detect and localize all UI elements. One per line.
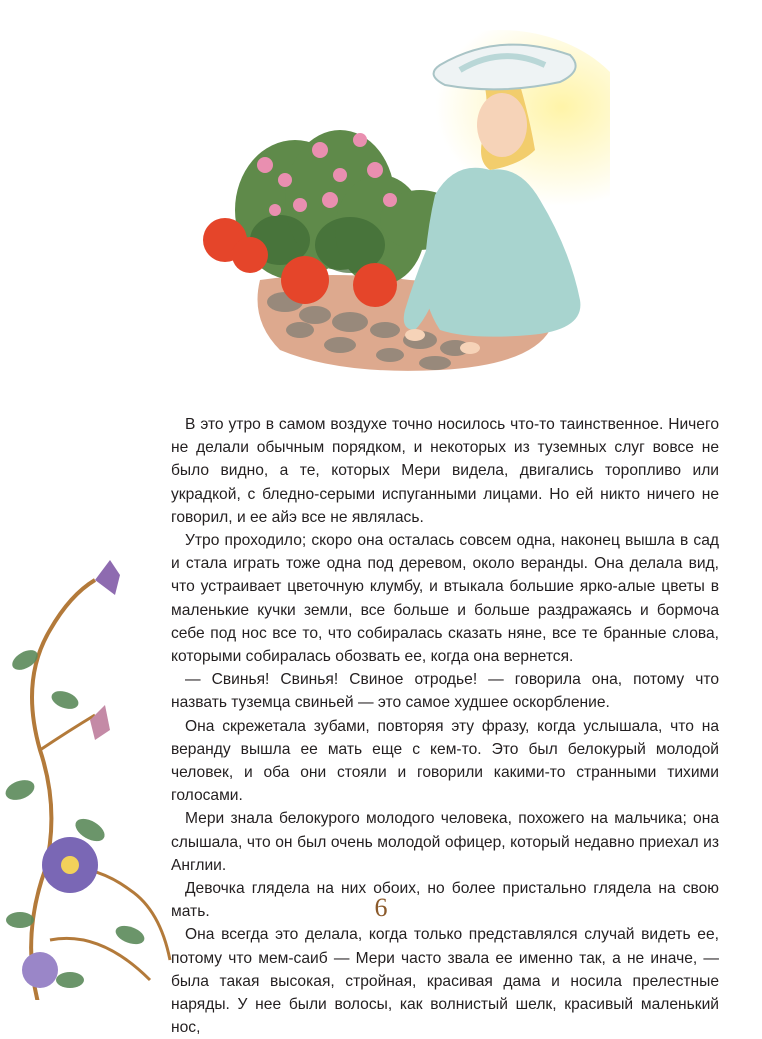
paragraph: Девочка глядела на них обоих, но более пристально глядела на свою мать. bbox=[171, 880, 719, 921]
paragraph: — Свинья! Свинья! Свиное отродье! — говорила она, потому что назвать туземца свиньей — это самое худшее оскорбление. bbox=[171, 671, 719, 712]
paragraph: Она скрежетала зубами, повторяя эту фразу, когда услышала, что на веранду вышла ее мать еще с кем-то. Это был белокурый молодой человек, и оба они стояли и говорили какими-то странными тихими голосами. bbox=[171, 717, 719, 805]
body-text bbox=[171, 413, 719, 1039]
page-number: 6 bbox=[374, 893, 388, 922]
paragraph: Утро проходило; скоро она осталась совсем одна, наконец вышла в сад и стала играть тоже одна под деревом, около веранды. Она делала вид, что устраивает цветочную клумбу, и втыкала большие ярко-алые цветы в маленькие кучки земли, все больше и больше раздражаясь и бормоча себе под нос все то, что собиралась сказать няне, все те бранные слова, которыми собиралась обозвать ее, когда она вернется. bbox=[171, 532, 719, 666]
paragraph: В это утро в самом воздухе точно носилось что-то таинственное. Ничего не делали обычным порядком, и некоторых из туземных слуг вовсе не было видно, а те, которых Мери видела, двигались торопливо или украдкой, с бледно-серыми испуганными лицами. Но ей никто ничего не говорил, и ее айэ все не являлась. bbox=[171, 416, 719, 526]
floral-vine-decoration bbox=[0, 540, 200, 1000]
paragraph: Она всегда это делала, когда только представлялся случай видеть ее, потому что мем-саиб — Мери часто звала ее именно так, а не иначе, — была такая высокая, стройная, красивая дама и носила прелестные наряды. У нее были волосы, как волнистый шелк, красивый маленький нос, bbox=[171, 926, 719, 1037]
girl-in-garden-illustration bbox=[190, 30, 610, 400]
paragraph: Мери знала белокурого молодого человека, похожего на мальчика; она слышала, что он был очень молодой офицер, который недавно приехал из Англии. bbox=[171, 810, 719, 874]
